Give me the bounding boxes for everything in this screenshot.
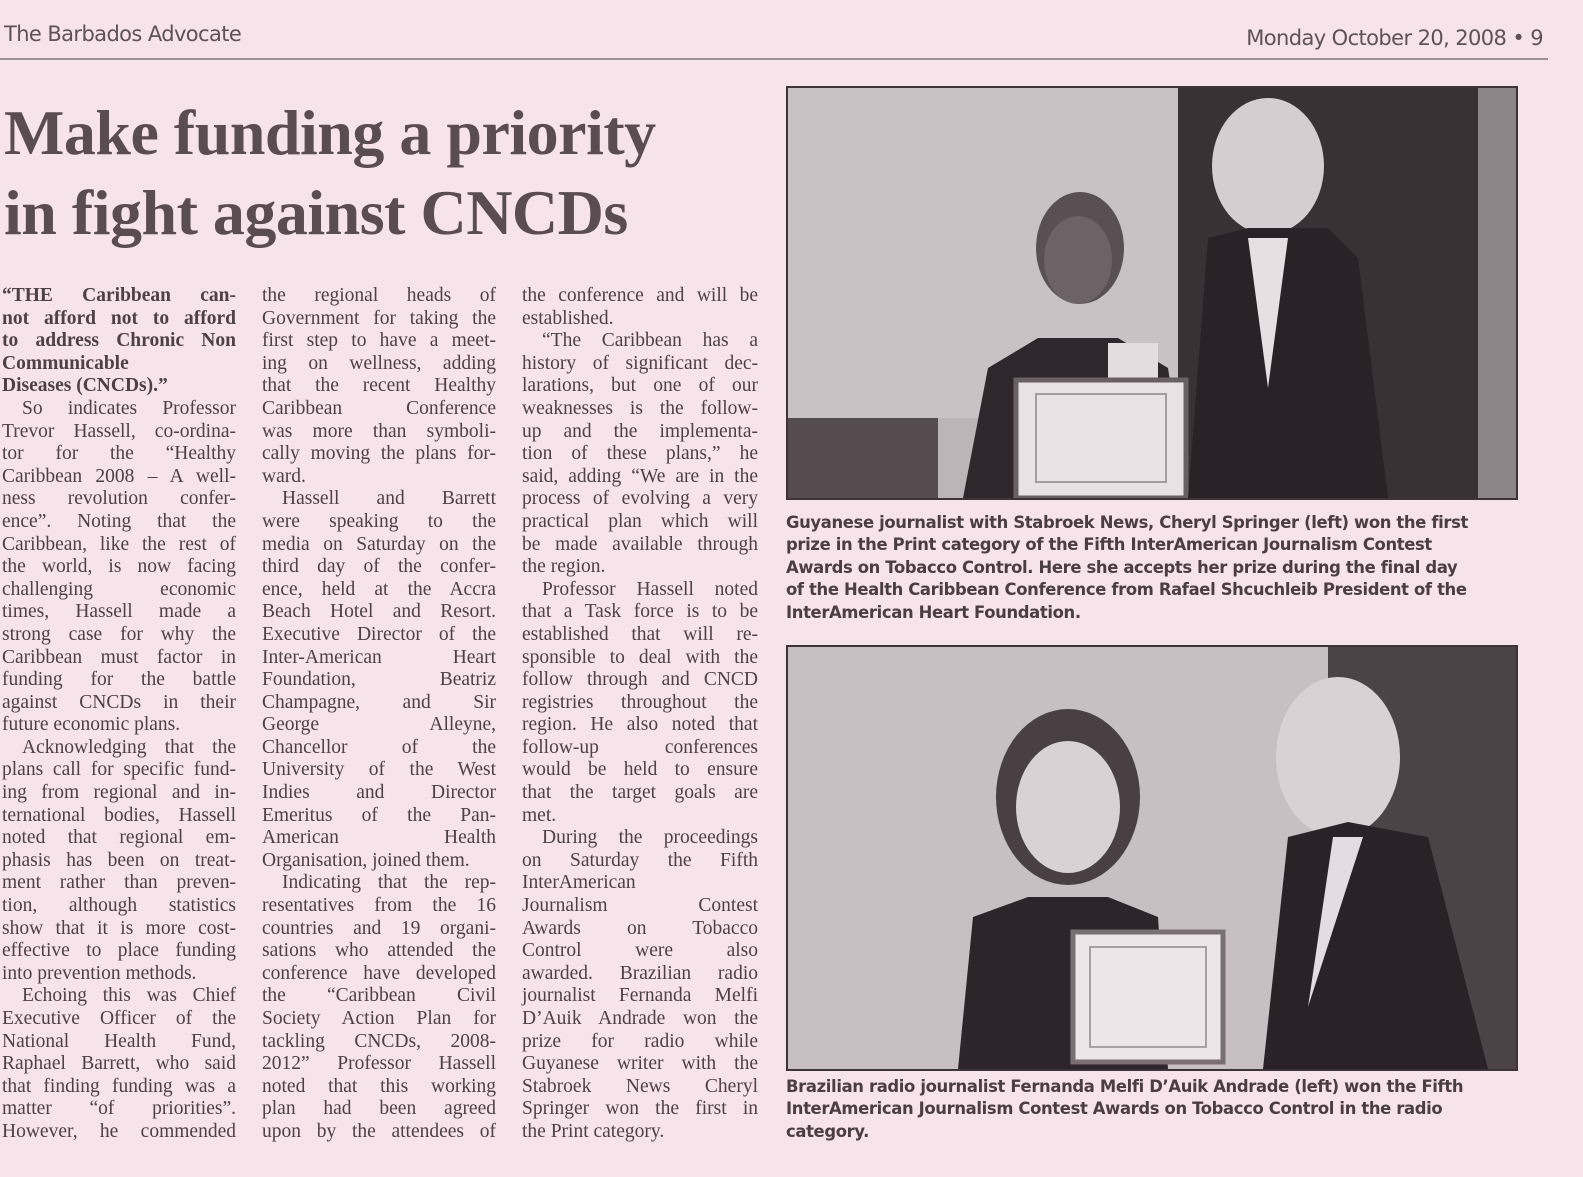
article-text-line: that the target goals are: [522, 782, 758, 804]
article-text-line: Hassell and Barrett: [282, 488, 496, 510]
article-text-line: on Saturday the Fifth: [522, 849, 758, 871]
article-text-line: 2012” Professor Hassell: [262, 1053, 496, 1075]
article-text-line: challenging economic: [2, 578, 236, 600]
article-text-line: effective to place funding: [2, 940, 236, 962]
article-text-line: Society Action Plan for: [262, 1008, 496, 1029]
article-text-line: practical plan which will: [522, 510, 758, 532]
photo-award-radio-image: [788, 647, 1516, 1069]
article-text-line: process of evolving a very: [522, 488, 758, 510]
caption-line: InterAmerican Heart Foundation.: [786, 602, 1081, 622]
article-text-line: journalist Fernanda Melfi: [522, 985, 758, 1007]
caption-line: Guyanese journalist with Stabroek News, Cheryl Springer (left) won the first: [786, 513, 1469, 532]
article-text-line: Caribbean must factor in: [2, 646, 236, 668]
masthead-publication: The Barbados Advocate: [4, 22, 242, 46]
article-text-line: sponsible to deal with the: [522, 646, 758, 668]
caption-line: category.: [786, 1121, 870, 1141]
article-text-line: follow-up conferences: [522, 736, 758, 758]
article-text-line: region. He also noted that: [522, 714, 758, 736]
article-text-line: Emeritus of the Pan-: [262, 804, 496, 826]
article-text-line: follow through and CNCD: [522, 669, 758, 691]
article-text-line: Caribbean Conference: [262, 397, 496, 419]
article-text-line: Acknowledging that the: [22, 736, 236, 758]
article-text-line: Champagne, and Sir: [262, 691, 496, 713]
article-text-line: Guyanese writer with the: [522, 1053, 758, 1075]
article-text-line: that the recent Healthy: [262, 375, 496, 397]
masthead-rule: [0, 58, 1548, 60]
article-text-line: media on Saturday on the: [262, 533, 496, 555]
article-text-line: Indicating that the rep-: [282, 872, 496, 894]
article-text-line: Caribbean, like the rest of: [2, 533, 236, 555]
article-text-line: plan had been agreed: [262, 1098, 496, 1120]
article-text-line: InterAmerican: [522, 872, 636, 894]
article-text-line: Diseases (CNCDs).”: [2, 375, 168, 397]
article-text-line: be made available through: [522, 533, 758, 555]
article-text-line: However, he commended: [2, 1120, 236, 1142]
article-text-line: ing from regional and in-: [2, 782, 236, 804]
article-text-line: the region.: [522, 556, 606, 578]
article-text-line: first step to have a meet-: [262, 330, 496, 352]
article-text-line: Journalism Contest: [522, 895, 758, 917]
article-text-line: to address Chronic Non: [2, 330, 236, 352]
article-text-line: D’Auik Andrade won the: [522, 1008, 758, 1029]
article-column-1: [2, 285, 236, 1144]
article-text-line: ness revolution confer-: [2, 488, 236, 510]
photo-award-print-image: [788, 88, 1516, 498]
article-text-line: registries throughout the: [522, 691, 758, 713]
article-text-line: Caribbean 2008 – A well-: [2, 465, 236, 487]
article-text-line: Indies and Director: [262, 782, 496, 804]
article-text-line: ment rather than preven-: [2, 872, 236, 894]
article-text-line: prize for radio while: [522, 1030, 758, 1052]
article-text-line: the world, is now facing: [2, 556, 236, 578]
article-text-line: that a Task force is to be: [522, 601, 758, 623]
article-text-line: Executive Director of the: [262, 623, 496, 645]
article-text-line: ence, held at the Accra: [262, 578, 496, 600]
article-text-line: “The Caribbean has a: [542, 330, 758, 352]
photo-fernanda-andrade: [786, 645, 1518, 1071]
article-text-line: matter “of priorities”.: [2, 1098, 236, 1120]
caption-line: of the Health Caribbean Conference from Rafael Shcuchleib President of the: [786, 580, 1467, 600]
article-text-line: said, adding “We are in the: [522, 465, 758, 487]
article-text-line: “THE Caribbean can-: [2, 285, 236, 306]
article-column-3: [522, 285, 758, 1144]
article-text-line: Chancellor of the: [262, 736, 496, 758]
article-text-line: conference have developed: [262, 962, 496, 984]
article-text-line: the conference and will be: [522, 285, 758, 306]
article-text-line: tion of these plans,” he: [522, 443, 758, 465]
article-text-line: weaknesses is the follow-: [522, 397, 758, 419]
article-text-line: Foundation, Beatriz: [262, 669, 496, 691]
article-text-line: strong case for why the: [2, 623, 236, 645]
article-text-line: awarded. Brazilian radio: [522, 962, 758, 984]
article-text-line: ing on wellness, adding: [262, 352, 496, 374]
article-text-line: So indicates Professor: [22, 397, 236, 419]
masthead-date-page: Monday October 20, 2008 • 9: [1246, 26, 1543, 50]
photo-caption-print: [786, 512, 1546, 624]
article-text-line: larations, but one of our: [522, 375, 758, 397]
article-text-line: noted that regional em-: [2, 827, 236, 849]
caption-line: Awards on Tobacco Control. Here she accepts her prize during the final day: [786, 557, 1458, 577]
article-text-line: established that will re-: [522, 623, 758, 645]
article-text-line: sations who attended the: [262, 940, 496, 962]
article-text-line: Inter-American Heart: [262, 646, 496, 668]
caption-line: prize in the Print category of the Fifth InterAmerican Journalism Contest: [786, 535, 1432, 555]
article-text-line: American Health: [262, 827, 496, 849]
article-text-line: Awards on Tobacco: [522, 917, 758, 939]
article-column-2: [262, 285, 496, 1144]
article-text-line: Communicable: [2, 352, 129, 374]
article-text-line: third day of the confer-: [262, 556, 496, 578]
article-text-line: cally moving the plans for-: [262, 443, 496, 465]
article-text-line: Control were also: [522, 940, 758, 962]
article-text-line: tackling CNCDs, 2008-: [262, 1030, 496, 1052]
article-text-line: tor for the “Healthy: [2, 443, 236, 465]
article-text-line: Government for taking the: [262, 307, 496, 329]
article-text-line: noted that this working: [262, 1075, 496, 1097]
article-text-line: funding for the battle: [2, 669, 236, 691]
article-text-line: ward.: [262, 465, 306, 487]
article-text-line: was more than symboli-: [262, 420, 496, 442]
article-text-line: Executive Officer of the: [2, 1008, 236, 1029]
article-text-line: George Alleyne,: [262, 714, 496, 736]
article-text-line: the regional heads of: [262, 285, 496, 306]
article-text-line: Echoing this was Chief: [22, 985, 236, 1007]
article-text-line: future economic plans.: [2, 714, 181, 736]
caption-line: InterAmerican Journalism Contest Awards on Tobacco Control in the radio: [786, 1099, 1443, 1119]
photo-caption-radio: [786, 1076, 1546, 1143]
article-text-line: Professor Hassell noted: [542, 578, 758, 600]
article-text-line: Beach Hotel and Resort.: [262, 601, 496, 623]
article-text-line: National Health Fund,: [2, 1030, 236, 1052]
article-text-line: show that it is more cost-: [2, 917, 236, 939]
article-text-line: Raphael Barrett, who said: [2, 1053, 236, 1075]
article-text-line: times, Hassell made a: [2, 601, 236, 623]
article-text-line: up and the implementa-: [522, 420, 758, 442]
article-headline: [4, 93, 774, 253]
article-text-line: met.: [522, 804, 557, 826]
article-text-line: upon by the attendees of: [262, 1120, 496, 1142]
article-text-line: Stabroek News Cheryl: [522, 1075, 758, 1097]
article-text-line: that finding funding was a: [2, 1075, 236, 1097]
article-text-line: the “Caribbean Civil: [262, 985, 496, 1007]
article-text-line: not afford not to afford: [2, 307, 236, 329]
article-text-line: were speaking to the: [262, 510, 496, 532]
headline-line: in fight against CNCDs: [4, 177, 628, 248]
article-text-line: into prevention methods.: [2, 962, 197, 984]
article-text-line: University of the West: [262, 759, 496, 781]
article-text-line: tion, although statistics: [2, 895, 236, 917]
article-text-line: against CNCDs in their: [2, 691, 236, 713]
article-text-line: countries and 19 organi-: [262, 917, 496, 939]
headline-line: Make funding a priority: [4, 97, 656, 168]
photo-cheryl-springer: [786, 86, 1518, 500]
article-text-line: established.: [522, 307, 614, 329]
article-text-line: would be held to ensure: [522, 759, 758, 781]
article-text-line: the Print category.: [522, 1120, 665, 1142]
article-text-line: Organisation, joined them.: [262, 849, 470, 871]
article-text-line: During the proceedings: [542, 827, 758, 849]
article-text-line: plans call for specific fund-: [2, 759, 236, 781]
article-text-line: Trevor Hassell, co-ordina-: [2, 420, 236, 442]
article-text-line: ternational bodies, Hassell: [2, 804, 236, 826]
article-text-line: ence”. Noting that the: [2, 510, 236, 532]
caption-line: Brazilian radio journalist Fernanda Melfi D’Auik Andrade (left) won the Fifth: [786, 1077, 1464, 1096]
article-text-line: history of significant dec-: [522, 352, 758, 374]
article-text-line: resentatives from the 16: [262, 895, 496, 917]
article-text-line: phasis has been on treat-: [2, 849, 236, 871]
article-text-line: Springer won the first in: [522, 1098, 758, 1120]
